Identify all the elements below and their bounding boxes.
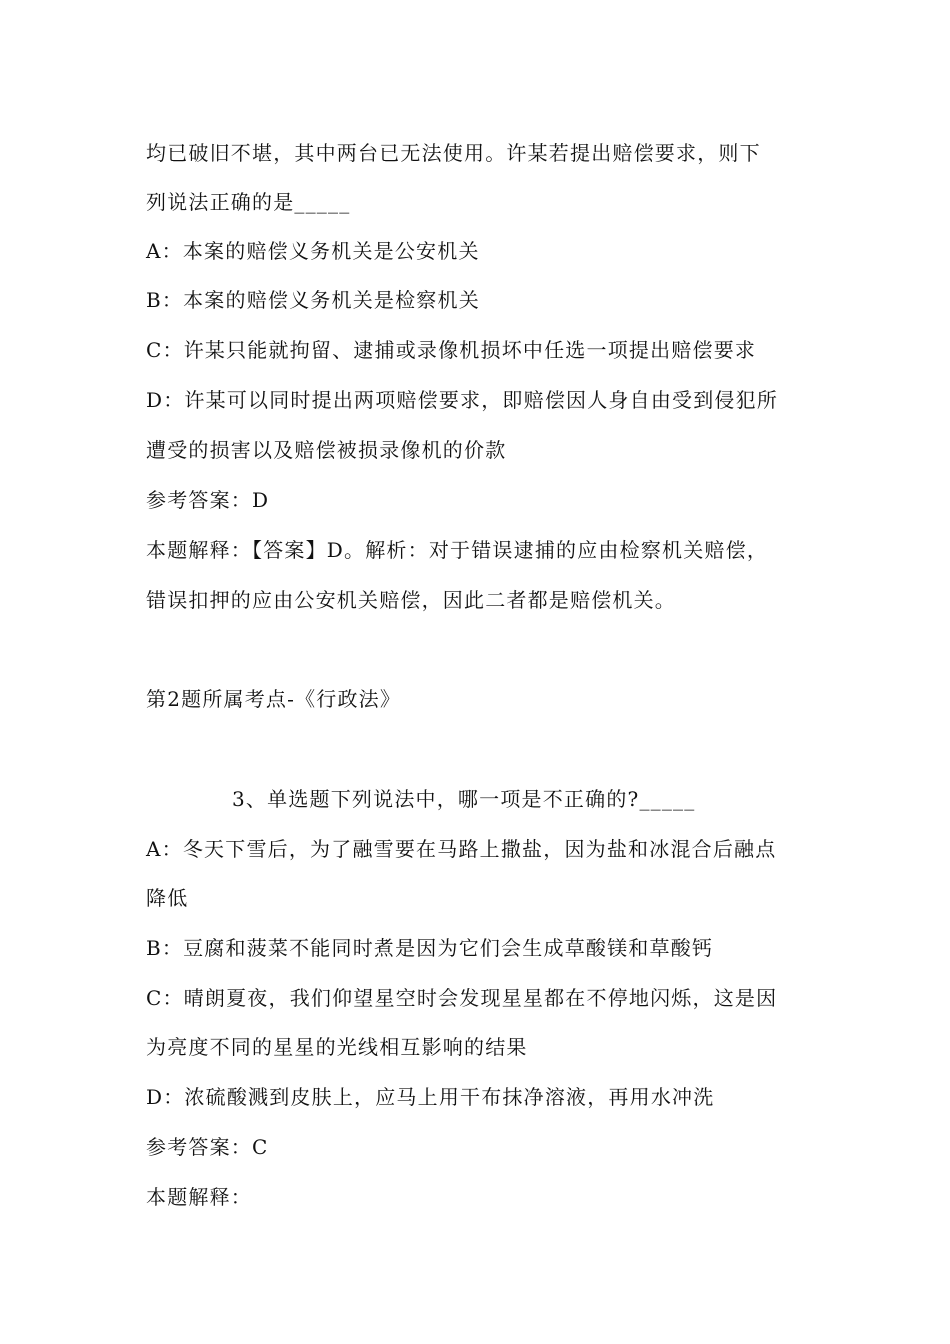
q3-option-a-line-2: 降低 xyxy=(146,886,189,910)
q1-explanation-line-1: 本题解释：【答案】D。解析：对于错误逮捕的应由检察机关赔偿， xyxy=(146,538,769,562)
q1-stem-continued-line-2: 列说法正确的是_____ xyxy=(146,190,351,214)
q1-option-c: C：许某只能就拘留、逮捕或录像机损坏中任选一项提出赔偿要求 xyxy=(146,338,757,362)
q2-topic-line: 第2题所属考点-《行政法》 xyxy=(146,687,402,711)
q1-explanation-line-2: 错误扣押的应由公安机关赔偿，因此二者都是赔偿机关。 xyxy=(146,588,676,612)
q1-option-d-line-2: 遭受的损害以及赔偿被损录像机的价款 xyxy=(146,438,507,462)
q3-reference-answer: 参考答案：C xyxy=(146,1135,269,1159)
q3-option-c-line-2: 为亮度不同的星星的光线相互影响的结果 xyxy=(146,1035,528,1059)
q3-explanation-label: 本题解释： xyxy=(146,1185,252,1209)
q3-option-a-line-1: A：冬天下雪后，为了融雪要在马路上撒盐，因为盐和冰混合后融点 xyxy=(146,837,777,861)
q3-option-d: D：浓硫酸溅到皮肤上，应马上用干布抹净溶液，再用水冲洗 xyxy=(146,1085,715,1109)
q1-option-a: A：本案的赔偿义务机关是公安机关 xyxy=(146,239,480,263)
q1-stem-continued-line-1: 均已破旧不堪，其中两台已无法使用。许某若提出赔偿要求，则下 xyxy=(146,141,761,165)
q3-option-b: B：豆腐和菠菜不能同时煮是因为它们会生成草酸镁和草酸钙 xyxy=(146,936,714,960)
q1-option-b: B：本案的赔偿义务机关是检察机关 xyxy=(146,288,480,312)
q3-option-c-line-1: C：晴朗夏夜，我们仰望星空时会发现星星都在不停地闪烁，这是因 xyxy=(146,986,778,1010)
q3-stem: 3、单选题下列说法中，哪一项是不正确的?_____ xyxy=(232,787,696,811)
q1-reference-answer: 参考答案：D xyxy=(146,488,270,512)
q1-option-d-line-1: D：许某可以同时提出两项赔偿要求，即赔偿因人身自由受到侵犯所 xyxy=(146,388,779,412)
